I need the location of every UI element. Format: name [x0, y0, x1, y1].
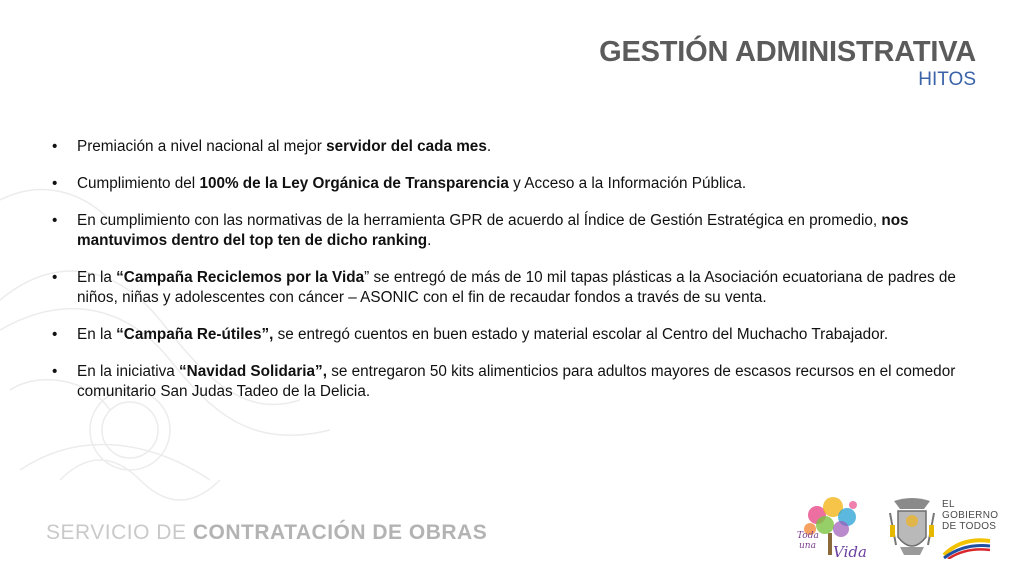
- bullet-segment: En cumplimiento con las normativas de la herramienta GPR de acuerdo al Índice de Gestión Estratégica en promedio,: [77, 212, 882, 229]
- bullet-marker: •: [52, 138, 58, 155]
- gob-line-3: DE TODOS: [942, 521, 997, 532]
- bullet-segment: En la iniciativa: [77, 363, 180, 380]
- bullet-marker: •: [52, 175, 58, 192]
- footer-emphasis: CONTRATACIÓN DE OBRAS: [192, 521, 488, 544]
- bullet-segment: ” se entregó de más de 10 mil tapas plásticas a la Asociación ecuatoriana de padres de niños, niñas y adolescentes con cáncer – ASONIC con el fin de recaudar fondos a través de su venta.: [77, 269, 956, 306]
- bullet-segment: y Acceso a la Información Pública.: [508, 175, 747, 192]
- bullet-marker: •: [52, 326, 58, 343]
- slide-subtitle: HITOS: [918, 69, 976, 90]
- flag-stripes-icon: [942, 535, 992, 559]
- bullet-text: [77, 174, 746, 194]
- bullet-text: [77, 362, 982, 402]
- vida-text-3: Vida: [833, 543, 867, 561]
- bullet-marker: •: [52, 212, 58, 229]
- bullet-text: [77, 325, 888, 345]
- gob-line-2: GOBIERNO: [942, 510, 999, 521]
- bullet-list: [52, 137, 982, 419]
- bullet-item: [52, 174, 982, 194]
- bullet-marker: •: [52, 363, 58, 380]
- bullet-segment: .: [486, 138, 492, 155]
- bullet-bold-segment: servidor del cada mes: [326, 138, 487, 155]
- bullet-segment: Cumplimiento del: [77, 175, 200, 192]
- bullet-text: [77, 137, 491, 157]
- bullet-item: [52, 137, 982, 157]
- slide-header: [599, 36, 976, 92]
- gob-line-1: EL: [942, 499, 955, 510]
- bullet-bold-segment: “Campaña Reciclemos por la Vida: [116, 269, 365, 286]
- bullet-text: [77, 268, 982, 308]
- bullet-item: [52, 325, 982, 345]
- bullet-item: [52, 211, 982, 251]
- bullet-segment: Premiación a nivel nacional al mejor: [77, 138, 327, 155]
- bullet-segment: En la: [77, 269, 117, 286]
- bullet-segment: En la: [77, 326, 117, 343]
- gobierno-text: [942, 499, 998, 532]
- bullet-bold-segment: 100% de la Ley Orgánica de Transparencia: [199, 175, 509, 192]
- bullet-bold-segment: nos mantuvimos dentro del top ten de dicho ranking: [77, 212, 909, 249]
- bullet-text: [77, 211, 982, 251]
- bullet-bold-segment: “Campaña Re-útiles”,: [116, 326, 274, 343]
- slide-title: GESTIÓN ADMINISTRATIVA: [599, 36, 976, 68]
- footer-organization-name: [46, 521, 487, 545]
- bullet-item: [52, 268, 982, 308]
- vida-text-2: una: [799, 541, 816, 551]
- bullet-segment: se entregó cuentos en buen estado y material escolar al Centro del Muchacho Trabajador.: [273, 326, 889, 343]
- vida-text-1: Toda: [797, 531, 819, 541]
- coat-of-arms-icon: [884, 495, 940, 565]
- bullet-item: [52, 362, 982, 402]
- footer-prefix: SERVICIO DE: [46, 521, 193, 544]
- gobierno-logo: [884, 495, 999, 565]
- bullet-segment: se entregaron 50 kits alimenticios para adultos mayores de escasos recursos en el comedor comunitario San Judas Tadeo de la Delicia.: [77, 363, 956, 400]
- bullet-segment: .: [427, 232, 432, 249]
- toda-una-vida-logo: [795, 493, 865, 563]
- bullet-marker: •: [52, 269, 58, 286]
- bullet-bold-segment: “Navidad Solidaria”,: [179, 363, 327, 380]
